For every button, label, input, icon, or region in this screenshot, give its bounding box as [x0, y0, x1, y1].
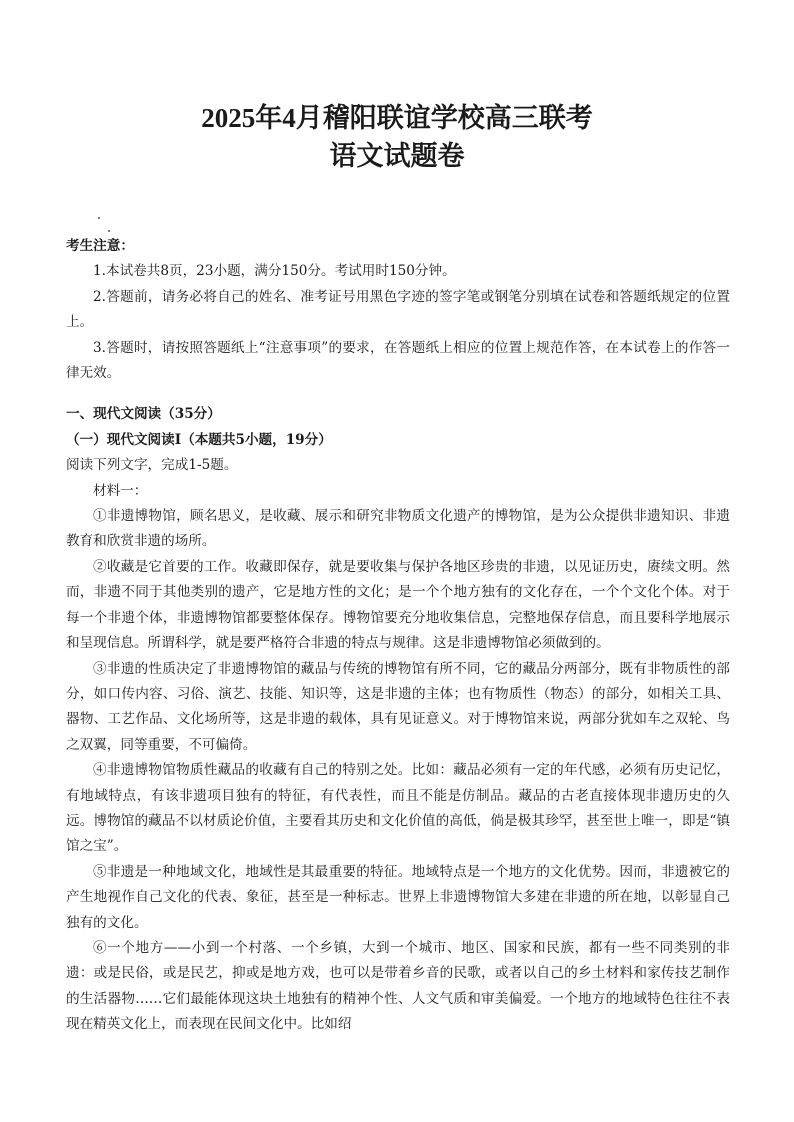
- scan-speck: [98, 217, 100, 219]
- notice-heading: 考生注意：: [66, 238, 134, 254]
- section-heading: 一、现代文阅读（35分）: [66, 406, 221, 423]
- paragraph-1: ①非遗博物馆，顾名思义，是收藏、展示和研究非物质文化遗产的博物馆，是为公众提供非遗知识、非遗教育和欣赏非遗的场所。: [66, 508, 730, 550]
- reading-instruction: 阅读下列文字，完成1-5题。: [66, 457, 238, 474]
- section-spacer: [66, 386, 730, 402]
- exam-body: [66, 234, 730, 1038]
- exam-subtitle: 语文试题卷: [329, 141, 465, 171]
- paragraph-4: ④非遗博物馆物质性藏品的收藏有自己的特别之处。比如：藏品必须有一定的年代感，必须有历史记忆，有地域特点，有该非遗项目独有的特征，有代表性，而且不能是仿制品。藏品的古老直接体现非遗历史的久远。博物馆的藏品不以材质论价值，主要看其历史和文化价值的高低，倘是极其珍罕，甚至世上唯一，即是“镇馆之宝”。: [66, 762, 730, 855]
- paragraph-6: ⑥一个地方——小到一个村落、一个乡镇，大到一个城市、地区、国家和民族，都有一些不同类别的非遗：或是民俗，或是民艺，抑或是地方戏，也可以是带着乡音的民歌，或者以自己的乡土材料和家传技艺制作的生活器物……它们最能体现这块土地独有的精神个性、人文气质和审美偏爱。一个地方的地域特色往往不表现在精英文化上，而表现在民间文化中。比如绍: [66, 939, 730, 1033]
- material-label: 材料一：: [93, 482, 148, 499]
- notice-item-1: 1.本试卷共8页，23小题，满分150分。考试用时150分钟。: [93, 263, 456, 280]
- paragraph-5: ⑤非遗是一种地域文化，地域性是其最重要的特征。地域特点是一个地方的文化优势。因而，非遗被它的产生地视作自己文化的代表、象征，甚至是一种标志。世界上非遗博物馆大多建在非遗的所在地，以彰显自己独有的文化。: [66, 863, 730, 931]
- paragraph-3: ③非遗的性质决定了非遗博物馆的藏品与传统的博物馆有所不同，它的藏品分两部分，既有非物质性的部分，如口传内容、习俗、演艺、技能、知识等，这是非遗的主体；也有物质性（物态）的部分，如相关工具、器物、工艺作品、文化场所等，这是非遗的载体，具有见证意义。对于博物馆来说，两部分犹如车之双轮、鸟之双翼，同等重要，不可偏倚。: [66, 660, 730, 753]
- exam-title: 2025年4月稽阳联谊学校高三联考: [201, 103, 593, 133]
- paragraph-2: ②收藏是它首要的工作。收藏即保存，就是要收集与保护各地区珍贵的非遗，以见证历史，赓续文明。然而，非遗不同于其他类别的遗产，它是地方性的文化；是一个个地方独有的文化存在，一个个文化个体。对于每一个非遗个体，非遗博物馆都要整体保存。博物馆要充分地收集信息，完整地保存信息，而且要科学地展示和呈现信息。所谓科学，就是要严格符合非遗的特点与规律。这是非遗博物馆必须做到的。: [66, 558, 730, 652]
- scan-speck: [108, 230, 110, 232]
- sub-section-heading: （一）现代文阅读Ⅰ（本题共5小题，19分）: [66, 431, 332, 448]
- notice-item-2: 2.答题前，请务必将自己的姓名、准考证号用黑色字迹的签字笔或钢笔分别填在试卷和答题纸规定的位置上。: [66, 288, 730, 331]
- notice-item-3: 3.答题时，请按照答题纸上“注意事项”的要求，在答题纸上相应的位置上规范作答，在本试卷上的作答一律无效。: [66, 339, 730, 382]
